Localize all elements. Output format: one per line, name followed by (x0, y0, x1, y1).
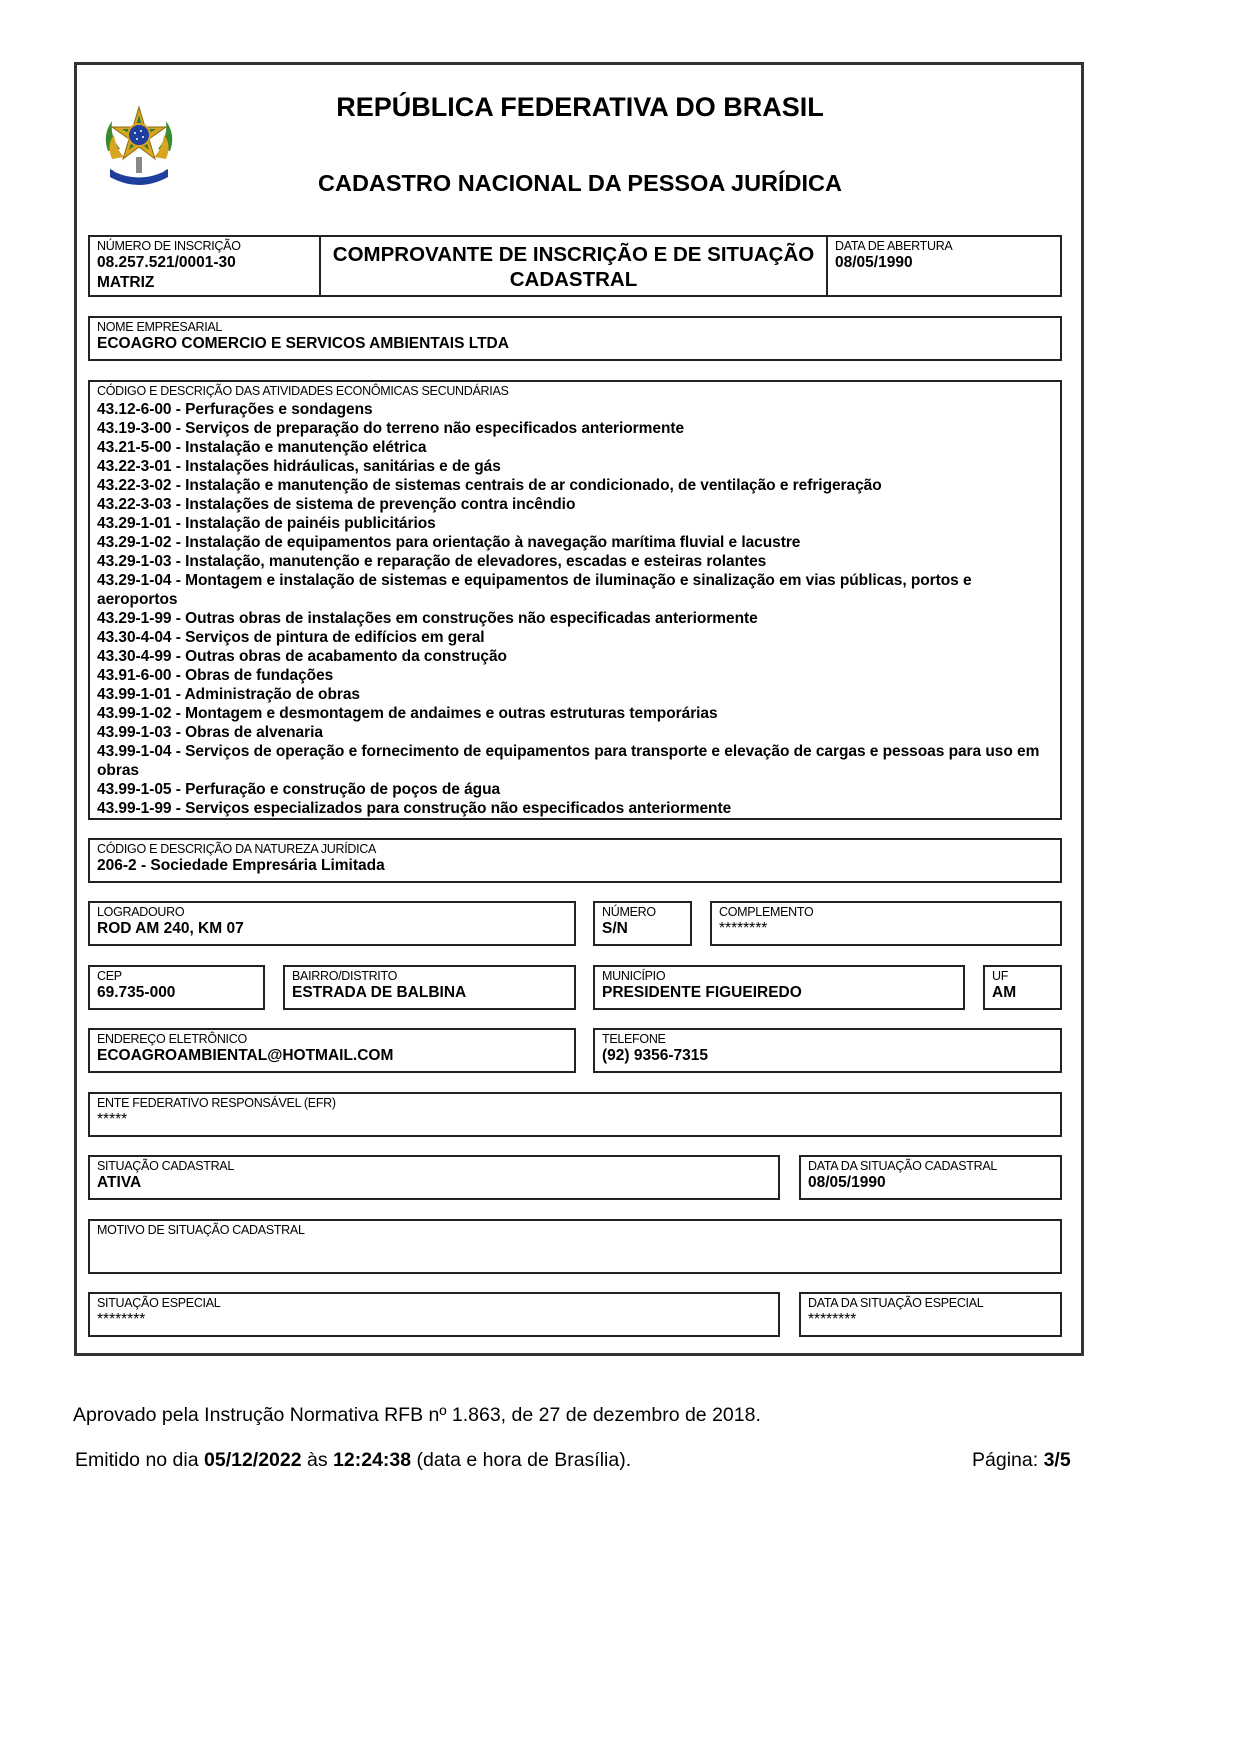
list-item: 43.91-6-00 - Obras de fundações (97, 667, 334, 684)
uf-box (983, 965, 1062, 1010)
municipio-label: MUNICÍPIO (602, 969, 666, 983)
comprovante-box (319, 235, 828, 297)
emission-suffix: (data e hora de Brasília). (411, 1449, 632, 1471)
list-item: 43.29-1-01 - Instalação de painéis publicitários (97, 515, 436, 532)
data-situacao-especial-label: DATA DA SITUAÇÃO ESPECIAL (808, 1296, 984, 1310)
situacao-especial-box (88, 1292, 780, 1337)
abertura-label: DATA DE ABERTURA (835, 239, 953, 253)
atividades-label: CÓDIGO E DESCRIÇÃO DAS ATIVIDADES ECONÔMICAS SECUNDÁRIAS (97, 384, 509, 398)
comprovante-title-line1: COMPROVANTE DE INSCRIÇÃO E DE SITUAÇÃO (332, 243, 815, 266)
efr-value: ***** (97, 1111, 128, 1128)
numero-box (593, 901, 692, 946)
situacao-box (88, 1155, 780, 1200)
list-item: 43.99-1-03 - Obras de alvenaria (97, 724, 323, 741)
tipo-value: MATRIZ (97, 274, 155, 291)
numero-label: NÚMERO (602, 905, 656, 919)
numero-value: S/N (602, 920, 628, 937)
atividades-list (97, 400, 1054, 818)
list-item: 43.30-4-99 - Outras obras de acabamento da construção (97, 648, 507, 665)
list-item: 43.30-4-04 - Serviços de pintura de edifícios em geral (97, 629, 485, 646)
abertura-box (826, 235, 1062, 297)
complemento-label: COMPLEMENTO (719, 905, 814, 919)
inscricao-label: NÚMERO DE INSCRIÇÃO (97, 239, 241, 253)
data-situacao-especial-box (799, 1292, 1062, 1337)
list-item: 43.99-1-99 - Serviços especializados para construção não especificados anteriormente (97, 800, 732, 817)
page-label: Página: (972, 1449, 1044, 1471)
list-item: 43.99-1-04 - Serviços de operação e fornecimento de equipamentos para transporte e elevação de cargas e pessoas para uso em obras (97, 743, 1040, 779)
cep-value: 69.735-000 (97, 984, 176, 1001)
telefone-box (593, 1028, 1062, 1073)
cnpj-value: 08.257.521/0001-30 (97, 254, 236, 271)
page-number (972, 1449, 1071, 1472)
email-value: ECOAGROAMBIENTAL@HOTMAIL.COM (97, 1047, 394, 1064)
page-subtitle: CADASTRO NACIONAL DA PESSOA JURÍDICA (318, 170, 842, 196)
abertura-value: 08/05/1990 (835, 254, 913, 271)
comprovante-title (321, 242, 826, 292)
data-situacao-especial-value: ******** (808, 1311, 857, 1328)
municipio-value: PRESIDENTE FIGUEIREDO (602, 984, 802, 1001)
list-item: 43.29-1-02 - Instalação de equipamentos para orientação à navegação marítima fluvial e lacustre (97, 534, 801, 551)
natureza-label: CÓDIGO E DESCRIÇÃO DA NATUREZA JURÍDICA (97, 842, 377, 856)
natureza-box (88, 838, 1062, 883)
natureza-value: 206-2 - Sociedade Empresária Limitada (97, 857, 385, 874)
list-item: 43.99-1-02 - Montagem e desmontagem de andaimes e outras estruturas temporárias (97, 705, 718, 722)
emission-date: 05/12/2022 (204, 1449, 302, 1471)
situacao-label: SITUAÇÃO CADASTRAL (97, 1159, 234, 1173)
inscricao-box (88, 235, 321, 297)
list-item: 43.99-1-01 - Administração de obras (97, 686, 360, 703)
approval-note: Aprovado pela Instrução Normativa RFB nº 1.863, de 27 de dezembro de 2018. (73, 1404, 761, 1426)
list-item: 43.19-3-00 - Serviços de preparação do terreno não especificados anteriormente (97, 420, 685, 437)
motivo-label: MOTIVO DE SITUAÇÃO CADASTRAL (97, 1223, 305, 1237)
logradouro-box (88, 901, 576, 946)
situacao-especial-label: SITUAÇÃO ESPECIAL (97, 1296, 221, 1310)
logradouro-value: ROD AM 240, KM 07 (97, 920, 244, 937)
complemento-box (710, 901, 1062, 946)
list-item: 43.22-3-01 - Instalações hidráulicas, sanitárias e de gás (97, 458, 501, 475)
uf-value: AM (992, 984, 1017, 1001)
page-title: REPÚBLICA FEDERATIVA DO BRASIL (336, 92, 824, 122)
cep-label: CEP (97, 969, 122, 983)
data-situacao-box (799, 1155, 1062, 1200)
comprovante-title-line2: CADASTRAL (509, 268, 638, 291)
emission-mid: às (301, 1449, 334, 1471)
efr-box (88, 1092, 1062, 1137)
uf-label: UF (992, 969, 1009, 983)
telefone-value: (92) 9356-7315 (602, 1047, 708, 1064)
list-item: 43.29-1-99 - Outras obras de instalações em construções não especificadas anteriormente (97, 610, 758, 627)
complemento-value: ******** (719, 920, 768, 937)
list-item: 43.29-1-03 - Instalação, manutenção e reparação de elevadores, escadas e esteiras rolantes (97, 553, 767, 570)
situacao-value: ATIVA (97, 1174, 142, 1191)
bairro-label: BAIRRO/DISTRITO (292, 969, 398, 983)
motivo-box (88, 1219, 1062, 1274)
data-situacao-label: DATA DA SITUAÇÃO CADASTRAL (808, 1159, 998, 1173)
nome-label: NOME EMPRESARIAL (97, 320, 223, 334)
list-item: 43.29-1-04 - Montagem e instalação de sistemas e equipamentos de iluminação e sinalização em vias públicas, portos e aeroportos (97, 572, 972, 608)
logradouro-label: LOGRADOURO (97, 905, 185, 919)
emission-time: 12:24:38 (333, 1449, 412, 1471)
telefone-label: TELEFONE (602, 1032, 666, 1046)
bairro-value: ESTRADA DE BALBINA (292, 984, 467, 1001)
municipio-box (593, 965, 965, 1010)
bairro-box (283, 965, 576, 1010)
page-value: 3/5 (1043, 1449, 1071, 1471)
data-situacao-value: 08/05/1990 (808, 1174, 886, 1191)
email-box (88, 1028, 576, 1073)
atividades-box (88, 380, 1062, 820)
email-label: ENDEREÇO ELETRÔNICO (97, 1032, 247, 1046)
brazil-coat-of-arms-icon (98, 105, 180, 191)
list-item: 43.12-6-00 - Perfurações e sondagens (97, 401, 373, 418)
list-item: 43.99-1-05 - Perfuração e construção de poços de água (97, 781, 501, 798)
cep-box (88, 965, 265, 1010)
situacao-especial-value: ******** (97, 1311, 146, 1328)
emission-info (75, 1449, 631, 1472)
list-item: 43.22-3-02 - Instalação e manutenção de sistemas centrais de ar condicionado, de ventilação e refrigeração (97, 477, 882, 494)
efr-label: ENTE FEDERATIVO RESPONSÁVEL (EFR) (97, 1096, 336, 1110)
nome-box (88, 316, 1062, 361)
list-item: 43.21-5-00 - Instalação e manutenção elétrica (97, 439, 427, 456)
list-item: 43.22-3-03 - Instalações de sistema de prevenção contra incêndio (97, 496, 576, 513)
emission-prefix: Emitido no dia (75, 1449, 204, 1471)
nome-value: ECOAGRO COMERCIO E SERVICOS AMBIENTAIS LTDA (97, 335, 509, 352)
